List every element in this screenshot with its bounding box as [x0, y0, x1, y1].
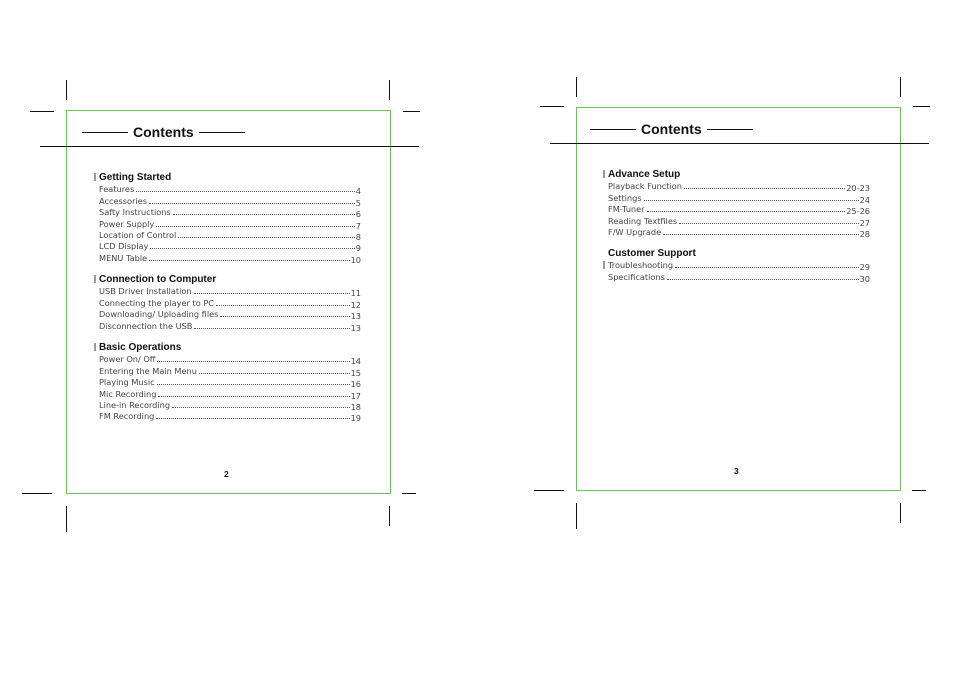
toc-section: [99, 171, 361, 263]
right-page-frame: [576, 107, 901, 491]
toc-entry-label: Disconnection the USB: [99, 320, 193, 331]
toc-entry-label: Downloading/ Uploading files: [99, 309, 219, 320]
toc-entry[interactable]: [99, 183, 361, 197]
toc-entry-page: 16: [350, 379, 361, 390]
toc-entry-page: 13: [350, 322, 361, 333]
crop-mark: [534, 490, 564, 491]
dot-leader: [684, 188, 845, 189]
toc-section: [608, 168, 870, 237]
toc-entry-label: USB Driver Installation: [99, 286, 192, 297]
toc-entry[interactable]: [99, 285, 361, 299]
page-title: Contents: [641, 121, 702, 137]
toc-entry[interactable]: [608, 203, 870, 217]
toc-entry-page: 25-26: [846, 206, 870, 217]
toc-entry[interactable]: [99, 319, 361, 333]
toc-entry-label: Line-in Recording: [99, 399, 171, 410]
dot-leader: [136, 191, 355, 192]
toc-entry-page: 13: [350, 311, 361, 322]
crop-mark: [389, 80, 390, 100]
toc-entry-page: 14: [350, 356, 361, 367]
dot-leader: [679, 223, 858, 224]
dot-leader: [157, 384, 350, 385]
title-line: [82, 132, 128, 133]
section-heading: [99, 273, 361, 285]
toc-entry-label: Accessories: [99, 195, 147, 206]
toc-entry[interactable]: [99, 387, 361, 401]
toc-entry-page: 10: [350, 254, 361, 265]
toc-entry-page: 27: [859, 217, 870, 228]
toc-entry[interactable]: [608, 226, 870, 237]
toc-entry-label: Reading Textfiles: [608, 215, 678, 226]
toc-entry[interactable]: [99, 206, 361, 220]
toc-entry[interactable]: [99, 364, 361, 378]
toc-entry-page: 28: [859, 228, 870, 239]
toc-entry-page: 11: [350, 288, 361, 299]
toc-entry[interactable]: [99, 229, 361, 240]
toc-entry[interactable]: [99, 251, 361, 265]
heading-marker: [94, 275, 96, 283]
crop-mark: [389, 506, 390, 526]
toc-entry-label: Power Supply: [99, 218, 155, 229]
dot-leader: [199, 373, 350, 374]
toc-entry-label: MENU Table: [99, 252, 148, 263]
dot-leader: [150, 248, 354, 249]
heading-marker: [94, 343, 96, 351]
crop-mark: [540, 106, 564, 107]
heading-marker: [94, 173, 96, 181]
section-heading: [99, 171, 361, 183]
crop-mark: [576, 77, 577, 97]
toc-entry[interactable]: [608, 259, 870, 273]
dot-leader: [675, 267, 859, 268]
toc-entry-label: Entering the Main Menu: [99, 365, 197, 376]
crop-mark: [576, 503, 577, 529]
section-heading-text: Connection to Computer: [99, 273, 217, 285]
dot-leader: [158, 396, 349, 397]
section-heading-text: Customer Support: [608, 247, 696, 259]
toc-entry-page: 19: [350, 413, 361, 424]
toc-entry[interactable]: [99, 376, 361, 390]
crop-mark: [900, 503, 901, 523]
toc-entry-label: FM Recording: [99, 411, 155, 422]
dot-leader: [216, 305, 350, 306]
toc-entry-label: FM-Tuner: [608, 204, 645, 215]
toc-entry-page: 30: [859, 273, 870, 284]
toc-entry-page: 5: [355, 197, 361, 208]
section-heading: [608, 168, 870, 180]
dot-leader: [647, 211, 846, 212]
toc-entry-label: Location of Control: [99, 229, 177, 240]
toc-entry-label: Specifications: [608, 271, 665, 282]
section-heading-text: Basic Operations: [99, 341, 182, 353]
dot-leader: [663, 234, 858, 235]
crop-mark: [900, 77, 901, 97]
left-header-rule: [40, 146, 419, 147]
section-heading-text: Advance Setup: [608, 168, 681, 180]
section-heading: [608, 247, 870, 259]
toc-entry-label: Playing Music: [99, 377, 155, 388]
crop-mark: [913, 106, 930, 107]
dot-leader: [220, 316, 349, 317]
toc-entry-page: 12: [350, 299, 361, 310]
toc-entry-page: 17: [350, 390, 361, 401]
toc-entry-label: Connecting the player to PC: [99, 297, 214, 308]
dot-leader: [644, 200, 859, 201]
toc-entry-label: LCD Display: [99, 241, 149, 252]
heading-marker: [603, 170, 605, 178]
toc-entry-page: 4: [355, 186, 361, 197]
toc-entry[interactable]: [99, 410, 361, 424]
crop-mark: [403, 111, 420, 112]
dot-leader: [667, 279, 859, 280]
dot-leader: [149, 260, 349, 261]
toc-entry[interactable]: [99, 217, 361, 231]
toc-entry[interactable]: [608, 270, 870, 284]
heading-marker: [603, 261, 605, 269]
toc-entry[interactable]: [608, 180, 870, 194]
toc-entry-page: 8: [355, 231, 361, 242]
section-heading-text: Getting Started: [99, 171, 172, 183]
page-number: 3: [734, 466, 739, 476]
toc-entry-page: 29: [859, 262, 870, 273]
toc-entry[interactable]: [99, 399, 361, 410]
title-line: [199, 132, 245, 133]
toc-section: [99, 273, 361, 331]
crop-mark: [912, 490, 926, 491]
toc-entry-label: Troubleshooting: [608, 260, 674, 271]
toc-section: [99, 341, 361, 424]
dot-leader: [178, 237, 354, 238]
crop-mark: [66, 506, 67, 532]
title-line: [590, 129, 636, 130]
dot-leader: [194, 328, 349, 329]
toc-entry-label: Mic Recording: [99, 388, 157, 399]
toc-entry[interactable]: [99, 353, 361, 367]
toc-entry-page: 6: [355, 209, 361, 220]
toc-entry-label: Features: [99, 184, 135, 195]
right-title-block: [590, 121, 753, 137]
page-number: 2: [224, 469, 229, 479]
right-header-rule: [550, 143, 929, 144]
toc-entry[interactable]: [99, 240, 361, 254]
title-line: [707, 129, 753, 130]
toc-entry-label: Settings: [608, 192, 642, 203]
toc-entry[interactable]: [608, 191, 870, 205]
toc-entry-page: 9: [355, 243, 361, 254]
dot-leader: [156, 226, 355, 227]
toc-entry[interactable]: [608, 214, 870, 228]
dot-leader: [194, 293, 350, 294]
toc-entry-label: Power On/ Off: [99, 354, 156, 365]
left-title-block: [82, 124, 245, 140]
toc-entry-label: Safty Instructions: [99, 207, 171, 218]
toc-entry[interactable]: [99, 296, 361, 310]
crop-mark: [402, 493, 416, 494]
page-title: Contents: [133, 124, 194, 140]
dot-leader: [173, 214, 355, 215]
toc-entry-page: 7: [355, 220, 361, 231]
toc-entry-label: Playback Function: [608, 181, 682, 192]
section-heading: [99, 341, 361, 353]
dot-leader: [172, 407, 350, 408]
toc-entry[interactable]: [99, 308, 361, 322]
toc-section: [608, 247, 870, 282]
crop-mark: [30, 111, 54, 112]
toc-entry-page: 20-23: [846, 183, 870, 194]
dot-leader: [149, 203, 355, 204]
toc-entry-page: 24: [859, 194, 870, 205]
toc-entry-label: F/W Upgrade: [608, 226, 662, 237]
toc-entry-page: 15: [350, 367, 361, 378]
crop-mark: [66, 80, 67, 100]
dot-leader: [156, 418, 349, 419]
crop-mark: [22, 493, 52, 494]
dot-leader: [157, 361, 349, 362]
toc-entry-page: 18: [350, 401, 361, 412]
toc-entry[interactable]: [99, 194, 361, 208]
